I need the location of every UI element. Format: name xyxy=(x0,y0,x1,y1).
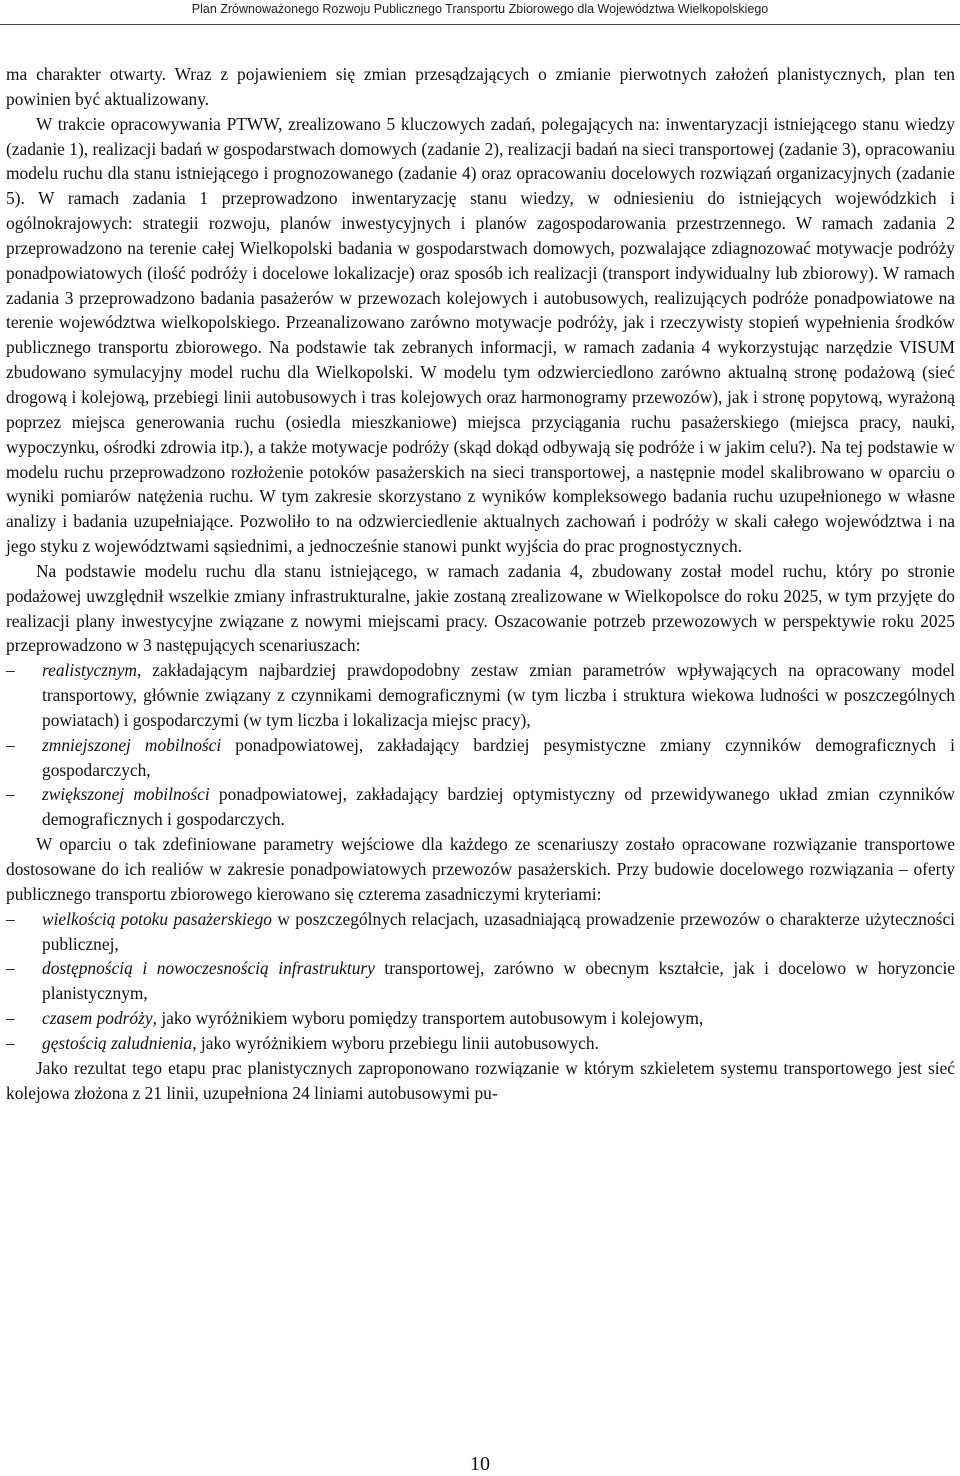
list-item xyxy=(6,1031,955,1056)
running-header: Plan Zrównoważonego Rozwoju Publicznego Transportu Zbiorowego dla Województwa Wielkopolskiego xyxy=(191,2,769,16)
scenario-description: ponadpowiatowej, zakładający bardziej optymistyczny od przewidywanego układ zmian czynników demograficznych i gospodarczych. xyxy=(42,784,955,830)
list-item xyxy=(6,733,955,783)
paragraph-tasks: W trakcie opracowywania PTWW, zrealizowano 5 kluczowych zadań, polegających na: inwentaryzacji istniejącego stanu wiedzy (zadanie 1), realizacji badań w gospodarstwach domowych (zadanie 2), realizacji badań na sieci transportowej (zadanie 3), opracowaniu modelu ruchu dla stanu istniejącego i prognozowanego (zadanie 4) oraz opracowaniu docelowych rozwiązań organizacyjnych (zadanie 5). W ramach zadania 1 przeprowadzono inwentaryzację stanu wiedzy, w odniesieniu do istniejących wojewódzkich i ogólnokrajowych: strategii rozwoju, planów inwestycyjnych i planów zagospodarowania przestrzennego. W ramach zadania 2 przeprowadzono na terenie całej Wielkopolski badania w gospodarstwach domowych, pozwalające zdiagnozować motywacje podróży ponadpowiatowych (ilość podróży i docelowe lokalizacje) oraz sposób ich realizacji (transport indywidualny lub zbiorowy). W ramach zadania 3 przeprowadzono badania pasażerów w przewozach kolejowych i autobusowych, realizujących podróże ponadpowiatowe na terenie województwa wielkopolskiego. Przeanalizowano zarówno motywacje podróży, jak i rzeczywisty stopień wypełnienia środków publicznego transportu zbiorowego. Na podstawie tak zebranych informacji, w ramach zadania 4 wykorzystując narzędzie VISUM zbudowano symulacyjny model ruchu dla Wielkopolski. W modelu tym odzwierciedlono zarówno aktualną stronę podażową (sieć drogową i kolejową, przebiegi linii autobusowych i tras kolejowych oraz harmonogramy przewozów), jak i stronę popytową, wyrażoną poprzez miejsca generowania ruchu (osiedla mieszkaniowe) miejsca przyciągania ruchu pasażerskiego (miejsca pracy, nauki, wypoczynku, ośrodki zdrowia itp.), a także motywacje podróży (skąd dokąd odbywają się podróże i w jakim celu?). Na tej podstawie w modelu ruchu przeprowadzono rozłożenie potoków pasażerskich na sieci transportowej, a następnie model skalibrowano w oparciu o wyniki pomiarów natężenia ruchu. W tym zakresie skorzystano z wyników kompleksowego badania ruchu uzupełnionego w własne analizy i badania uzupełniające. Pozwoliło to na odzwierciedlenie aktualnych zachowań i podróży w skali całego województwa i na jego styku z województwami sąsiednimi, a jednocześnie stanowi punkt wyjścia do prac prognostycznych. xyxy=(6,113,955,557)
scenario-description: ponadpowiatowej, zakładający bardziej pesymistyczne zmiany czynników demograficznych i gospodarczych, xyxy=(42,734,955,780)
paragraph-criteria-intro: W oparciu o tak zdefiniowane parametry wejściowe dla każdego ze scenariuszy zostało opracowane rozwiązanie transportowe dostosowane do ich realiów w zakresie ponadpowiatowych przewozów pasażerskich. Przy budowie docelowego rozwiązania – oferty publicznego transportu zbiorowego kierowano się czterema zasadniczymi kryteriami: xyxy=(6,834,955,904)
dash-bullet xyxy=(6,1006,38,1031)
criterion-description: , jako wyróżnikiem wyboru przebiegu linii autobusowych. xyxy=(192,1032,599,1053)
list-item xyxy=(6,658,955,733)
scenario-description: , zakładającym najbardziej prawdopodobny zestaw zmian parametrów wpływających na opracowany model transportowy, głównie związany z czynnikami demograficznymi (w tym liczba i struktura wiekowa ludności w poszczególnych powiatach) i gospodarczymi (w tym liczba i lokalizacja miejsc pracy), xyxy=(42,660,955,730)
list-item xyxy=(6,907,955,957)
paragraph-forecast-model: Na podstawie modelu ruchu dla stanu istniejącego, w ramach zadania 4, zbudowany został model ruchu, który po stronie podażowej uwzględnił wszelkie zmiany infrastrukturalne, jakie zostaną zrealizowane w Wielkopolsce do roku 2025, w tym przyjęte do realizacji plany inwestycyjne związane z nowymi miejscami pracy. Oszacowanie potrzeb przewozowych w perspektywie roku 2025 przeprowadzono w 3 następujących scenariuszach: xyxy=(6,560,955,656)
scenario-list xyxy=(6,658,955,832)
criterion-name: wielkością potoku pasażerskiego xyxy=(42,908,272,929)
paragraph-continuation: ma charakter otwarty. Wraz z pojawieniem się zmian przesądzających o zmianie pierwotnych założeń planistycznych, plan ten powinien być aktualizowany. xyxy=(6,64,955,109)
header-divider xyxy=(0,24,960,25)
dash-bullet xyxy=(6,1031,38,1056)
document-body xyxy=(6,62,955,1105)
scenario-name: zwiększonej mobilności xyxy=(42,784,210,805)
scenario-name: realistycznym xyxy=(42,660,137,681)
dash-bullet xyxy=(6,956,38,981)
scenario-name: zmniejszonej mobilności xyxy=(42,734,222,755)
dash-bullet xyxy=(6,658,38,683)
criterion-name: dostępnością i nowoczesnością infrastruktury xyxy=(42,958,375,979)
criteria-list xyxy=(6,907,955,1056)
criterion-name: gęstością zaludnienia xyxy=(42,1032,193,1053)
criterion-description: transportowej, zarówno w obecnym kształcie, jak i docelowo w horyzoncie planistycznym, xyxy=(42,958,955,1004)
list-item xyxy=(6,956,955,1006)
dash-bullet xyxy=(6,733,38,758)
dash-bullet xyxy=(6,782,38,807)
criterion-description: , jako wyróżnikiem wyboru pomiędzy transportem autobusowym i kolejowym, xyxy=(152,1008,704,1029)
list-item xyxy=(6,782,955,832)
page-number: 10 xyxy=(470,1453,490,1475)
paragraph-result: Jako rezultat tego etapu prac planistycznych zaproponowano rozwiązanie w którym szkieletem systemu transportowego jest sieć kolejowa złożona z 21 linii, uzupełniona 24 liniami autobusowymi pu- xyxy=(6,1057,955,1103)
criterion-description: w poszczególnych relacjach, uzasadniającą prowadzenie przewozów o charakterze użyteczności publicznej, xyxy=(42,908,955,954)
dash-bullet xyxy=(6,907,38,932)
list-item xyxy=(6,1006,955,1031)
criterion-name: czasem podróży xyxy=(42,1008,153,1029)
